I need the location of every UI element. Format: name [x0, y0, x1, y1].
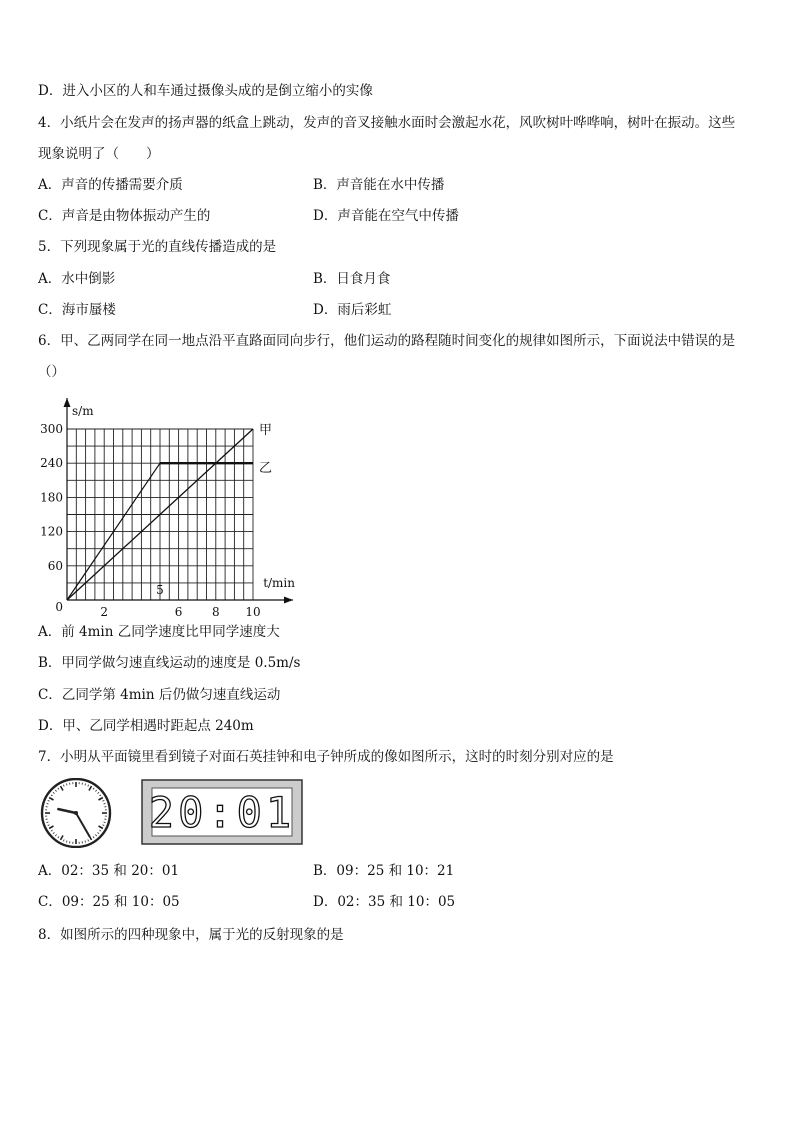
- q6-option-a: A．前 4min 乙同学速度比甲同学速度大: [38, 624, 280, 640]
- q6-option-b: B．甲同学做匀速直线运动的速度是 0.5m/s: [38, 655, 301, 671]
- q7-option-b: B．09：25 和 10：21: [313, 863, 455, 879]
- q6-option-c: C．乙同学第 4min 后仍做匀速直线运动: [38, 687, 281, 703]
- x-tick-label: 8: [211, 605, 220, 619]
- mirrored-clocks-figure: [38, 778, 308, 848]
- x-mark-label-5: 5: [156, 583, 164, 597]
- digital-clock-display: 20:01: [148, 788, 296, 837]
- q4-option-b: B．声音能在水中传播: [313, 177, 445, 193]
- x-axis-label: t/min: [263, 576, 295, 590]
- q5-stem: 5．下列现象属于光的直线传播造成的是: [38, 239, 277, 255]
- q6-stem: 6．甲、乙两同学在同一地点沿平直路面同向步行，他们运动的路程随时间变化的规律如图所示，下面说法中错误的是: [38, 333, 736, 349]
- q4-option-c: C．声音是由物体振动产生的: [38, 208, 211, 224]
- q7-option-d: D．02：35 和 10：05: [313, 894, 456, 910]
- y-tick-label: 240: [40, 456, 63, 471]
- q5-option-b: B．日食月食: [313, 271, 391, 287]
- q8-stem: 8．如图所示的四种现象中，属于光的反射现象的是: [38, 927, 344, 943]
- q7-option-c: C．09：25 和 10：05: [38, 894, 180, 910]
- distance-time-graph: [30, 395, 320, 627]
- q5-option-a: A．水中倒影: [38, 271, 116, 287]
- y-axis-arrow: [64, 398, 71, 407]
- series-label-jia: 甲: [259, 423, 273, 438]
- origin-label: 0: [55, 600, 63, 614]
- q6-option-d: D．甲、乙同学相遇时距起点 240m: [38, 718, 254, 734]
- series-label-yi: 乙: [259, 461, 273, 477]
- q7-stem: 7．小明从平面镜里看到镜子对面石英挂钟和电子钟所成的像如图所示，这时的时刻分别对应的是: [38, 749, 614, 765]
- q6-stem-cont: （）: [38, 364, 65, 380]
- q4-option-a: A．声音的传播需要介质: [38, 177, 183, 193]
- q4-stem: 4．小纸片会在发声的扬声器的纸盒上跳动，发声的音叉接触水面时会激起水花，风吹树叶哗哗响，树叶在振动。这些: [38, 115, 736, 131]
- y-tick-label: 180: [40, 490, 63, 505]
- x-axis-arrow: [284, 597, 293, 604]
- q4-stem-cont: 现象说明了（ ）: [38, 146, 160, 162]
- q3-option-d: D．进入小区的人和车通过摄像头成的是倒立缩小的实像: [38, 83, 373, 99]
- x-tick-label: 6: [174, 605, 183, 619]
- y-tick-label: 60: [47, 558, 63, 573]
- q7-option-a: A．02：35 和 20：01: [38, 863, 180, 879]
- y-axis-label: s/m: [72, 404, 94, 418]
- q4-option-d: D．声音能在空气中传播: [313, 208, 459, 224]
- q5-option-d: D．雨后彩虹: [313, 302, 392, 318]
- q5-option-c: C．海市蜃楼: [38, 302, 116, 318]
- y-tick-label: 120: [40, 524, 63, 539]
- x-tick-label: 2: [100, 605, 109, 619]
- y-tick-label: 300: [40, 422, 63, 436]
- digital-clock: [142, 780, 302, 844]
- x-tick-label: 10: [245, 605, 261, 619]
- analog-clock: [42, 779, 110, 847]
